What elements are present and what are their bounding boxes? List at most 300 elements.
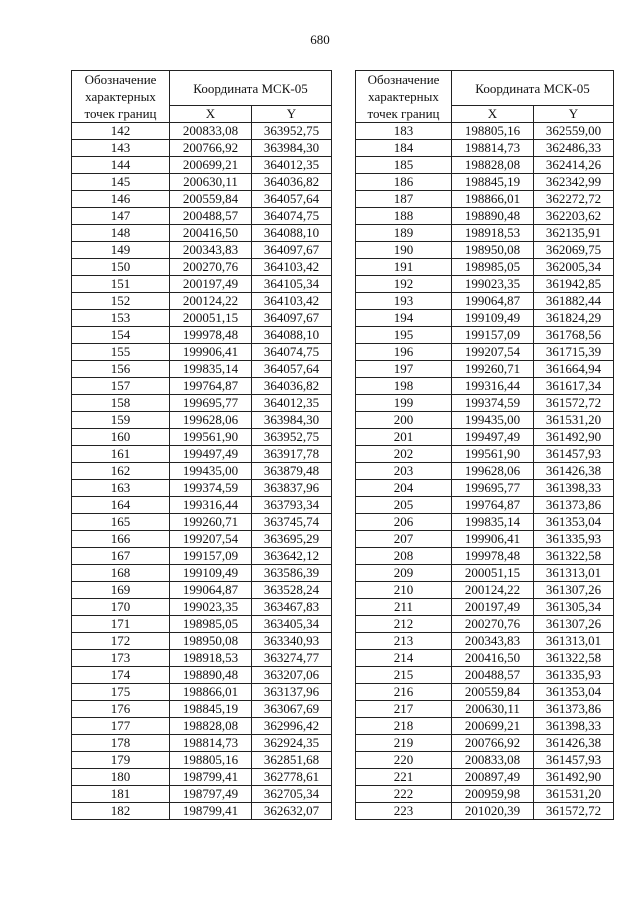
table-row <box>356 514 614 531</box>
coord-y: 364097,67 <box>252 310 332 327</box>
coord-x: 198845,19 <box>452 174 534 191</box>
coord-x: 199064,87 <box>170 582 252 599</box>
table-row <box>356 157 614 174</box>
table-row <box>72 242 332 259</box>
table-row <box>356 718 614 735</box>
coord-y: 364097,67 <box>252 242 332 259</box>
coord-x: 198805,16 <box>452 123 534 140</box>
point-number: 180 <box>72 769 170 786</box>
table-row <box>356 480 614 497</box>
coord-x: 198805,16 <box>170 752 252 769</box>
point-number: 181 <box>72 786 170 803</box>
coordinates-table-right <box>355 70 614 820</box>
point-number: 206 <box>356 514 452 531</box>
coord-x: 199157,09 <box>452 327 534 344</box>
coord-y: 361353,04 <box>534 684 614 701</box>
table-row <box>356 497 614 514</box>
point-number: 167 <box>72 548 170 565</box>
table-row <box>356 633 614 650</box>
coord-y: 362778,61 <box>252 769 332 786</box>
header-y: Y <box>252 106 332 123</box>
coord-x: 200197,49 <box>170 276 252 293</box>
coord-y: 361882,44 <box>534 293 614 310</box>
table-body-left <box>72 123 332 820</box>
table-row <box>356 446 614 463</box>
coord-y: 363837,96 <box>252 480 332 497</box>
coord-y: 363984,30 <box>252 140 332 157</box>
point-number: 145 <box>72 174 170 191</box>
coord-x: 199260,71 <box>452 361 534 378</box>
coord-x: 200343,83 <box>170 242 252 259</box>
table-row <box>72 378 332 395</box>
table-row <box>72 650 332 667</box>
table-row <box>356 361 614 378</box>
coord-x: 199435,00 <box>170 463 252 480</box>
coord-y: 364103,42 <box>252 293 332 310</box>
point-number: 143 <box>72 140 170 157</box>
table-row <box>356 208 614 225</box>
point-number: 146 <box>72 191 170 208</box>
point-number: 205 <box>356 497 452 514</box>
coord-y: 364057,64 <box>252 191 332 208</box>
coord-x: 200766,92 <box>452 735 534 752</box>
table-row <box>356 242 614 259</box>
point-number: 178 <box>72 735 170 752</box>
table-row <box>356 735 614 752</box>
header-coordinate: Координата МСК-05 <box>452 71 614 106</box>
coord-y: 361531,20 <box>534 412 614 429</box>
coord-y: 361824,29 <box>534 310 614 327</box>
coord-x: 200766,92 <box>170 140 252 157</box>
table-row <box>356 548 614 565</box>
coord-y: 364074,75 <box>252 344 332 361</box>
coord-y: 364057,64 <box>252 361 332 378</box>
table-row <box>356 259 614 276</box>
table-row <box>356 599 614 616</box>
coord-y: 361492,90 <box>534 429 614 446</box>
table-row <box>72 276 332 293</box>
coord-x: 199906,41 <box>452 531 534 548</box>
point-number: 142 <box>72 123 170 140</box>
coord-x: 199207,54 <box>170 531 252 548</box>
coord-y: 361492,90 <box>534 769 614 786</box>
table-row <box>72 310 332 327</box>
point-number: 223 <box>356 803 452 820</box>
point-number: 163 <box>72 480 170 497</box>
coord-y: 363067,69 <box>252 701 332 718</box>
table-row <box>72 123 332 140</box>
point-number: 155 <box>72 344 170 361</box>
table-row <box>72 565 332 582</box>
table-row <box>72 582 332 599</box>
table-row <box>72 140 332 157</box>
coord-y: 363586,39 <box>252 565 332 582</box>
coord-y: 362996,42 <box>252 718 332 735</box>
coord-y: 361322,58 <box>534 650 614 667</box>
point-number: 149 <box>72 242 170 259</box>
coord-x: 199628,06 <box>452 463 534 480</box>
table-row <box>72 429 332 446</box>
point-number: 193 <box>356 293 452 310</box>
table-row <box>72 344 332 361</box>
coord-x: 199023,35 <box>452 276 534 293</box>
coord-x: 200051,15 <box>170 310 252 327</box>
coord-y: 362559,00 <box>534 123 614 140</box>
coord-x: 200699,21 <box>452 718 534 735</box>
coord-x: 198799,41 <box>170 769 252 786</box>
coord-x: 200630,11 <box>170 174 252 191</box>
coord-x: 200699,21 <box>170 157 252 174</box>
coord-y: 363695,29 <box>252 531 332 548</box>
table-row <box>356 531 614 548</box>
table-row <box>72 769 332 786</box>
table-row <box>72 803 332 820</box>
coord-y: 363952,75 <box>252 429 332 446</box>
point-number: 185 <box>356 157 452 174</box>
coord-y: 361353,04 <box>534 514 614 531</box>
point-number: 191 <box>356 259 452 276</box>
point-number: 196 <box>356 344 452 361</box>
page-number: 680 <box>310 32 330 47</box>
coord-y: 362135,91 <box>534 225 614 242</box>
coord-y: 363137,96 <box>252 684 332 701</box>
table-row <box>72 259 332 276</box>
header-x: X <box>170 106 252 123</box>
point-number: 213 <box>356 633 452 650</box>
point-number: 170 <box>72 599 170 616</box>
point-number: 197 <box>356 361 452 378</box>
coord-y: 364103,42 <box>252 259 332 276</box>
point-number: 162 <box>72 463 170 480</box>
table-row <box>356 191 614 208</box>
coord-y: 363405,34 <box>252 616 332 633</box>
coord-x: 200197,49 <box>452 599 534 616</box>
coord-y: 361335,93 <box>534 531 614 548</box>
table-row <box>356 310 614 327</box>
coord-x: 199695,77 <box>452 480 534 497</box>
point-number: 218 <box>356 718 452 735</box>
point-number: 148 <box>72 225 170 242</box>
table-row <box>72 225 332 242</box>
point-number: 192 <box>356 276 452 293</box>
coord-x: 200897,49 <box>452 769 534 786</box>
coord-y: 361322,58 <box>534 548 614 565</box>
coord-x: 200124,22 <box>452 582 534 599</box>
point-number: 152 <box>72 293 170 310</box>
coord-x: 199561,90 <box>452 446 534 463</box>
coord-x: 198828,08 <box>170 718 252 735</box>
header-x: X <box>452 106 534 123</box>
table-row <box>356 565 614 582</box>
coord-x: 198845,19 <box>170 701 252 718</box>
point-number: 168 <box>72 565 170 582</box>
coord-y: 363340,93 <box>252 633 332 650</box>
coord-x: 199835,14 <box>452 514 534 531</box>
coord-x: 199316,44 <box>170 497 252 514</box>
coord-y: 361426,38 <box>534 735 614 752</box>
point-number: 190 <box>356 242 452 259</box>
coord-x: 199260,71 <box>170 514 252 531</box>
coord-y: 364088,10 <box>252 327 332 344</box>
table-row <box>356 174 614 191</box>
table-row <box>72 701 332 718</box>
coord-x: 200488,57 <box>452 667 534 684</box>
coord-y: 363745,74 <box>252 514 332 531</box>
coord-x: 198866,01 <box>452 191 534 208</box>
coord-y: 362924,35 <box>252 735 332 752</box>
coord-x: 199561,90 <box>170 429 252 446</box>
point-number: 194 <box>356 310 452 327</box>
point-number: 199 <box>356 395 452 412</box>
point-number: 161 <box>72 446 170 463</box>
coord-x: 198890,48 <box>452 208 534 225</box>
point-number: 207 <box>356 531 452 548</box>
point-number: 204 <box>356 480 452 497</box>
coord-x: 200559,84 <box>170 191 252 208</box>
coordinates-table-left <box>71 70 332 820</box>
coord-x: 199374,59 <box>170 480 252 497</box>
coord-y: 364074,75 <box>252 208 332 225</box>
point-number: 147 <box>72 208 170 225</box>
coord-y: 361307,26 <box>534 582 614 599</box>
header-point-label: Обозначение характерных точек границ <box>356 71 452 123</box>
coord-x: 200416,50 <box>452 650 534 667</box>
point-number: 220 <box>356 752 452 769</box>
coord-x: 199157,09 <box>170 548 252 565</box>
coord-x: 199835,14 <box>170 361 252 378</box>
point-number: 202 <box>356 446 452 463</box>
coord-y: 363528,24 <box>252 582 332 599</box>
header-y: Y <box>534 106 614 123</box>
coord-y: 364036,82 <box>252 378 332 395</box>
table-row <box>72 293 332 310</box>
table-row <box>356 701 614 718</box>
point-number: 175 <box>72 684 170 701</box>
point-number: 198 <box>356 378 452 395</box>
table-row <box>72 497 332 514</box>
coord-x: 198797,49 <box>170 786 252 803</box>
coord-y: 361335,93 <box>534 667 614 684</box>
coord-x: 198814,73 <box>452 140 534 157</box>
coord-y: 361768,56 <box>534 327 614 344</box>
coord-x: 199695,77 <box>170 395 252 412</box>
point-number: 186 <box>356 174 452 191</box>
table-row <box>356 429 614 446</box>
table-row <box>72 480 332 497</box>
coord-x: 198814,73 <box>170 735 252 752</box>
table-row <box>72 786 332 803</box>
coord-x: 198866,01 <box>170 684 252 701</box>
coord-x: 200416,50 <box>170 225 252 242</box>
coord-x: 199207,54 <box>452 344 534 361</box>
point-number: 208 <box>356 548 452 565</box>
coord-y: 362851,68 <box>252 752 332 769</box>
table-row <box>72 752 332 769</box>
point-number: 195 <box>356 327 452 344</box>
point-number: 188 <box>356 208 452 225</box>
coord-x: 198950,08 <box>452 242 534 259</box>
point-number: 222 <box>356 786 452 803</box>
coord-x: 200833,08 <box>452 752 534 769</box>
coord-x: 200959,98 <box>452 786 534 803</box>
coord-y: 361426,38 <box>534 463 614 480</box>
coord-y: 361617,34 <box>534 378 614 395</box>
header-coordinate: Координата МСК-05 <box>170 71 332 106</box>
coord-x: 198828,08 <box>452 157 534 174</box>
coord-y: 362632,07 <box>252 803 332 820</box>
table-row <box>356 123 614 140</box>
table-body-right <box>356 123 614 820</box>
coord-y: 363917,78 <box>252 446 332 463</box>
table-row <box>356 769 614 786</box>
point-number: 157 <box>72 378 170 395</box>
coord-x: 199497,49 <box>452 429 534 446</box>
coord-x: 200124,22 <box>170 293 252 310</box>
table-row <box>72 157 332 174</box>
coord-y: 361664,94 <box>534 361 614 378</box>
coord-y: 362486,33 <box>534 140 614 157</box>
coord-y: 362342,99 <box>534 174 614 191</box>
table-row <box>72 191 332 208</box>
coord-y: 361398,33 <box>534 718 614 735</box>
table-row <box>72 174 332 191</box>
table-row <box>356 803 614 820</box>
point-number: 176 <box>72 701 170 718</box>
coord-x: 198985,05 <box>452 259 534 276</box>
coord-x: 199978,48 <box>170 327 252 344</box>
coord-x: 199109,49 <box>170 565 252 582</box>
point-number: 150 <box>72 259 170 276</box>
point-number: 171 <box>72 616 170 633</box>
point-number: 160 <box>72 429 170 446</box>
coord-x: 198918,53 <box>170 650 252 667</box>
coord-y: 363984,30 <box>252 412 332 429</box>
point-number: 159 <box>72 412 170 429</box>
point-number: 215 <box>356 667 452 684</box>
coord-x: 198950,08 <box>170 633 252 650</box>
point-number: 201 <box>356 429 452 446</box>
point-number: 151 <box>72 276 170 293</box>
coord-x: 200343,83 <box>452 633 534 650</box>
coord-y: 361305,34 <box>534 599 614 616</box>
point-number: 212 <box>356 616 452 633</box>
coord-x: 199628,06 <box>170 412 252 429</box>
coord-y: 364012,35 <box>252 395 332 412</box>
point-number: 217 <box>356 701 452 718</box>
table-row <box>72 208 332 225</box>
coord-y: 363952,75 <box>252 123 332 140</box>
point-number: 144 <box>72 157 170 174</box>
table-row <box>356 378 614 395</box>
point-number: 219 <box>356 735 452 752</box>
point-number: 177 <box>72 718 170 735</box>
point-number: 189 <box>356 225 452 242</box>
point-number: 216 <box>356 684 452 701</box>
coord-x: 200630,11 <box>452 701 534 718</box>
coord-x: 200488,57 <box>170 208 252 225</box>
coord-x: 200833,08 <box>170 123 252 140</box>
coord-y: 363793,34 <box>252 497 332 514</box>
header-point-label: Обозначение характерных точек границ <box>72 71 170 123</box>
table-row <box>356 684 614 701</box>
table-row <box>356 276 614 293</box>
coord-y: 364012,35 <box>252 157 332 174</box>
point-number: 165 <box>72 514 170 531</box>
table-row <box>72 395 332 412</box>
coord-y: 363879,48 <box>252 463 332 480</box>
coord-y: 361398,33 <box>534 480 614 497</box>
coord-x: 199764,87 <box>452 497 534 514</box>
coord-y: 361942,85 <box>534 276 614 293</box>
table-row <box>72 361 332 378</box>
table-row <box>356 667 614 684</box>
table-row <box>356 140 614 157</box>
coord-y: 361572,72 <box>534 395 614 412</box>
table-row <box>356 344 614 361</box>
coord-x: 200559,84 <box>452 684 534 701</box>
table-row <box>356 463 614 480</box>
coord-y: 363642,12 <box>252 548 332 565</box>
coord-y: 362069,75 <box>534 242 614 259</box>
coord-y: 362005,34 <box>534 259 614 276</box>
coord-y: 363274,77 <box>252 650 332 667</box>
coord-y: 361313,01 <box>534 633 614 650</box>
coord-x: 199435,00 <box>452 412 534 429</box>
table-row <box>72 616 332 633</box>
coord-y: 361572,72 <box>534 803 614 820</box>
table-row <box>356 327 614 344</box>
table-row <box>72 463 332 480</box>
coord-x: 199906,41 <box>170 344 252 361</box>
coord-y: 363467,83 <box>252 599 332 616</box>
point-number: 187 <box>356 191 452 208</box>
coord-x: 201020,39 <box>452 803 534 820</box>
table-row <box>356 650 614 667</box>
coord-x: 200270,76 <box>452 616 534 633</box>
coord-x: 199978,48 <box>452 548 534 565</box>
coord-x: 199064,87 <box>452 293 534 310</box>
point-number: 214 <box>356 650 452 667</box>
coord-x: 198799,41 <box>170 803 252 820</box>
coord-y: 361457,93 <box>534 446 614 463</box>
point-number: 211 <box>356 599 452 616</box>
coord-x: 198890,48 <box>170 667 252 684</box>
table-row <box>72 684 332 701</box>
point-number: 184 <box>356 140 452 157</box>
table-row <box>356 582 614 599</box>
table-row <box>356 752 614 769</box>
coord-x: 200051,15 <box>452 565 534 582</box>
coord-y: 362705,34 <box>252 786 332 803</box>
point-number: 182 <box>72 803 170 820</box>
coord-y: 361313,01 <box>534 565 614 582</box>
coord-y: 364105,34 <box>252 276 332 293</box>
coord-x: 199023,35 <box>170 599 252 616</box>
point-number: 183 <box>356 123 452 140</box>
table-row <box>72 548 332 565</box>
point-number: 156 <box>72 361 170 378</box>
point-number: 153 <box>72 310 170 327</box>
coord-y: 361715,39 <box>534 344 614 361</box>
point-number: 203 <box>356 463 452 480</box>
table-row <box>356 412 614 429</box>
table-row <box>72 327 332 344</box>
point-number: 154 <box>72 327 170 344</box>
coord-y: 361373,86 <box>534 497 614 514</box>
coord-x: 199764,87 <box>170 378 252 395</box>
table-row <box>356 225 614 242</box>
table-row <box>72 633 332 650</box>
